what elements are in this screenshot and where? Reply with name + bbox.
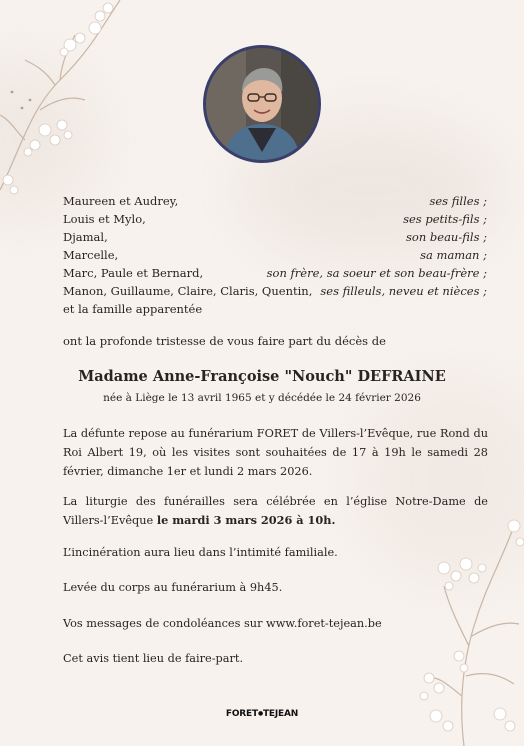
- family-names: et la famille apparentée: [63, 302, 203, 316]
- family-row: [63, 264, 487, 282]
- logo-left: FORET: [225, 709, 258, 719]
- logo-dot-icon: ●: [257, 710, 263, 717]
- family-row: [63, 210, 487, 228]
- family-list: [63, 192, 487, 318]
- family-role: sa maman ;: [420, 248, 487, 262]
- family-role: ses filles ;: [429, 194, 487, 208]
- cremation-paragraph: L’incinération aura lieu dans l’intimité familiale.: [63, 546, 338, 559]
- liturgy-date: le mardi 3 mars 2026 à 10h.: [156, 513, 336, 527]
- family-names: Manon, Guillaume, Claire, Claris, Quentin,: [63, 284, 313, 298]
- liturgy-paragraph: [63, 492, 488, 530]
- family-role: ses petits-fils ;: [403, 212, 487, 226]
- floral-branch-top-left: [0, 0, 130, 200]
- family-role: son frère, sa soeur et son beau-frère ;: [266, 266, 487, 280]
- funeral-home-logo: [0, 709, 524, 719]
- family-names: Maureen et Audrey,: [63, 194, 179, 208]
- family-names: Louis et Mylo,: [63, 212, 146, 226]
- family-names: Marc, Paule et Bernard,: [63, 266, 204, 280]
- family-row: [63, 300, 487, 318]
- family-role: ses filleuls, neveu et nièces ;: [320, 284, 487, 298]
- portrait-photo: [203, 45, 321, 163]
- family-role: son beau-fils ;: [406, 230, 487, 244]
- deceased-dates: née à Liège le 13 avril 1965 et y décédée le 24 février 2026: [103, 392, 421, 404]
- family-names: Djamal,: [63, 230, 108, 244]
- family-row: [63, 192, 487, 210]
- liturgy-text: La liturgie des funérailles sera célébrée en l’église Notre-Dame de Villers-l’Evêque: [63, 495, 488, 527]
- deceased-name: Madame Anne-Françoise "Nouch" DEFRAINE: [78, 368, 446, 385]
- intro-text: ont la profonde tristesse de vous faire part du décès de: [63, 334, 386, 348]
- family-names: Marcelle,: [63, 248, 119, 262]
- family-row: [63, 228, 487, 246]
- family-row: [63, 246, 487, 264]
- family-row: [63, 282, 487, 300]
- levee-paragraph: Levée du corps au funérarium à 9h45.: [63, 581, 283, 594]
- condolences-paragraph: Vos messages de condoléances sur www.foret-tejean.be: [63, 617, 382, 630]
- notice-paragraph: Cet avis tient lieu de faire-part.: [63, 652, 244, 665]
- repose-paragraph: La défunte repose au funérarium FORET de Villers-l’Evêque, rue Rond du Roi Albert 19, où les visites sont souhaitées de 17 à 19h le samedi 28 février, dimanche 1er et lundi 2 mars 2026.: [63, 427, 488, 478]
- logo-right: TEJEAN: [262, 709, 299, 719]
